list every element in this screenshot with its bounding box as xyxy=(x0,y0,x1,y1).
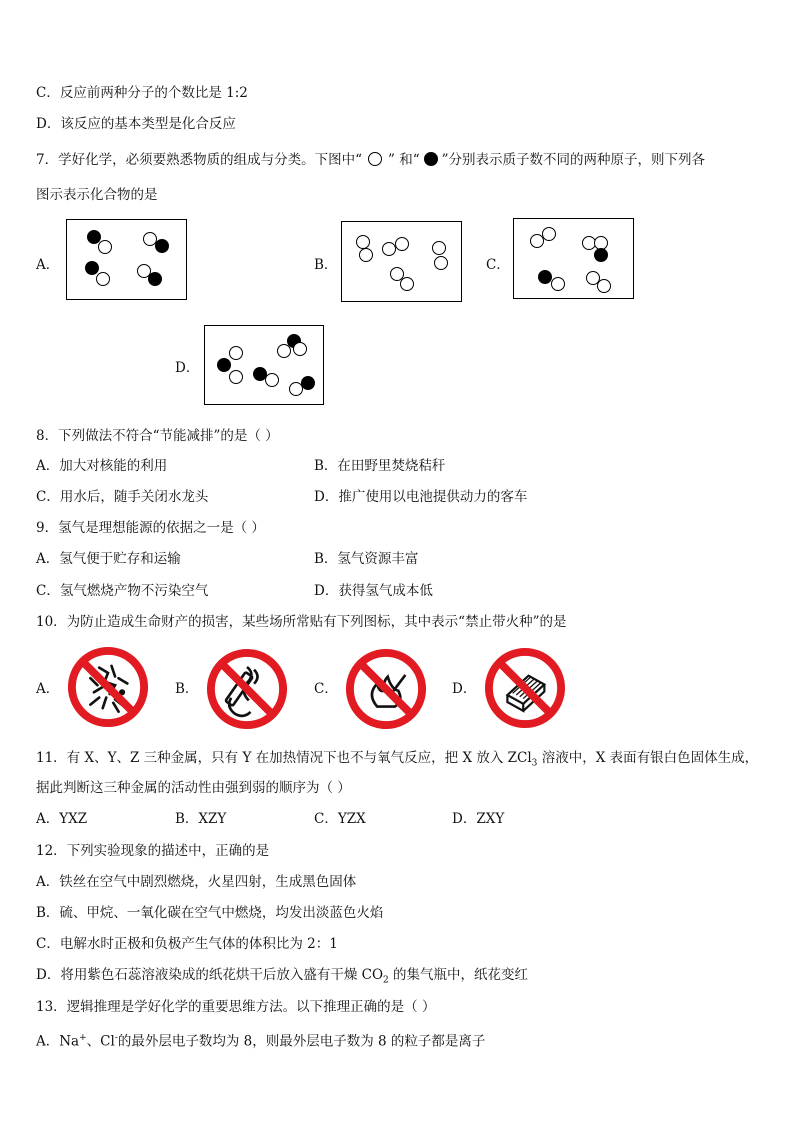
white-atom-icon xyxy=(265,373,279,387)
q7-label-b: B． xyxy=(314,257,338,273)
white-atom-icon xyxy=(542,227,556,241)
q10-label-d: D． xyxy=(452,681,477,697)
q10-label-c: C． xyxy=(314,681,338,697)
q7-label-d: D． xyxy=(175,360,200,376)
white-atom-icon xyxy=(356,235,370,249)
q11-option-b: B．XZY xyxy=(175,811,227,827)
white-atom-icon xyxy=(395,237,409,251)
q6-option-c: C．反应前两种分子的个数比是 1:2 xyxy=(36,85,248,101)
q8-stem: 8．下列做法不符合“节能减排”的是（ ） xyxy=(36,428,279,444)
q10-label-b: B． xyxy=(175,681,199,697)
no-fireworks-sign-icon xyxy=(64,643,152,731)
white-atom-icon xyxy=(551,277,565,291)
q11-stem-line2: 据此判断这三种金属的活动性由强到弱的顺序为（ ） xyxy=(36,780,351,796)
white-atom-icon xyxy=(359,248,373,262)
q7-stem-line2: 图示表示化合物的是 xyxy=(36,187,158,203)
q7-diagram-c xyxy=(513,218,634,299)
q8-option-c: C．用水后，随手关闭水龙头 xyxy=(36,489,209,505)
q11-option-a: A．YXZ xyxy=(36,811,88,827)
q9-option-c: C．氢气燃烧产物不污染空气 xyxy=(36,583,209,599)
no-open-flame-sign-icon xyxy=(342,645,430,733)
black-atom-icon xyxy=(85,261,99,275)
q7-diagram-b xyxy=(341,221,462,302)
white-atom-icon xyxy=(96,272,110,286)
q9-option-b: B．氢气资源丰富 xyxy=(314,551,419,567)
black-atom-icon xyxy=(148,272,162,286)
white-atom-icon xyxy=(382,242,396,256)
q10-label-a: A． xyxy=(36,681,60,697)
q13-stem: 13．逻辑推理是学好化学的重要思维方法。以下推理正确的是（ ） xyxy=(36,999,436,1015)
white-atom-icon xyxy=(229,370,243,384)
q13-option-a: A．Na+、Cl-的最外层电子数均为 8，则最外层电子数为 8 的粒子都是离子 xyxy=(36,1033,486,1050)
q9-option-d: D．获得氢气成本低 xyxy=(314,583,433,599)
q8-option-b: B．在田野里焚烧秸秆 xyxy=(314,458,446,474)
q12-option-c: C．电解水时正极和负极产生气体的体积比为 2：1 xyxy=(36,936,338,952)
white-atom-icon xyxy=(432,241,446,255)
q9-option-a: A．氢气便于贮存和运输 xyxy=(36,551,181,567)
q8-option-a: A．加大对核能的利用 xyxy=(36,458,168,474)
black-atom-icon xyxy=(217,358,231,372)
q12-stem: 12．下列实验现象的描述中，正确的是 xyxy=(36,843,270,859)
q10-stem: 10．为防止造成生命财产的损害，某些场所常贴有下列图标，其中表示“禁止带火种”的是 xyxy=(36,614,567,630)
q7-stem-line1: 7．学好化学，必须要熟悉物质的组成与分类。下图中“ ” 和“ ”分别表示质子数不同的两种原子，则下列各 xyxy=(36,152,706,168)
q11-stem-line1: 11．有 X、Y、Z 三种金属，只有 Y 在加热情况下也不与氧气反应，把 X 放入 ZCl$_3$ 溶液中，X 表面有银白色固体生成， xyxy=(36,750,759,769)
black-atom-icon xyxy=(155,239,169,253)
q11-option-c: C．YZX xyxy=(314,811,366,827)
q7-diagram-a xyxy=(66,219,187,300)
no-smoking-sign-icon xyxy=(203,645,291,733)
black-atom-icon xyxy=(538,270,552,284)
black-atom-icon xyxy=(424,152,438,166)
q12-option-a: A．铁丝在空气中剧烈燃烧，火星四射，生成黑色固体 xyxy=(36,874,357,890)
black-atom-icon xyxy=(301,376,315,390)
white-atom-icon xyxy=(229,346,243,360)
q7-diagram-d xyxy=(204,325,324,405)
q9-stem: 9．氢气是理想能源的依据之一是（ ） xyxy=(36,520,265,536)
q11-option-d: D．ZXY xyxy=(452,811,505,827)
white-atom-icon xyxy=(434,256,448,270)
q7-label-a: A． xyxy=(36,257,60,273)
q12-option-b: B．硫、甲烷、一氧化碳在空气中燃烧，均发出淡蓝色火焰 xyxy=(36,905,384,921)
q12-option-d: D．将用紫色石蕊溶液染成的纸花烘干后放入盛有干燥 $CO_2$ 的集气瓶中，纸花变红 xyxy=(36,967,529,986)
black-atom-icon xyxy=(594,248,608,262)
no-matches-sign-icon xyxy=(481,644,569,732)
q8-option-d: D．推广使用以电池提供动力的客车 xyxy=(314,489,528,505)
q6-option-d: D．该反应的基本类型是化合反应 xyxy=(36,116,236,132)
white-atom-icon xyxy=(368,152,382,166)
white-atom-icon xyxy=(98,240,112,254)
white-atom-icon xyxy=(400,277,414,291)
white-atom-icon xyxy=(597,279,611,293)
white-atom-icon xyxy=(293,342,307,356)
q7-label-c: C． xyxy=(486,257,510,273)
